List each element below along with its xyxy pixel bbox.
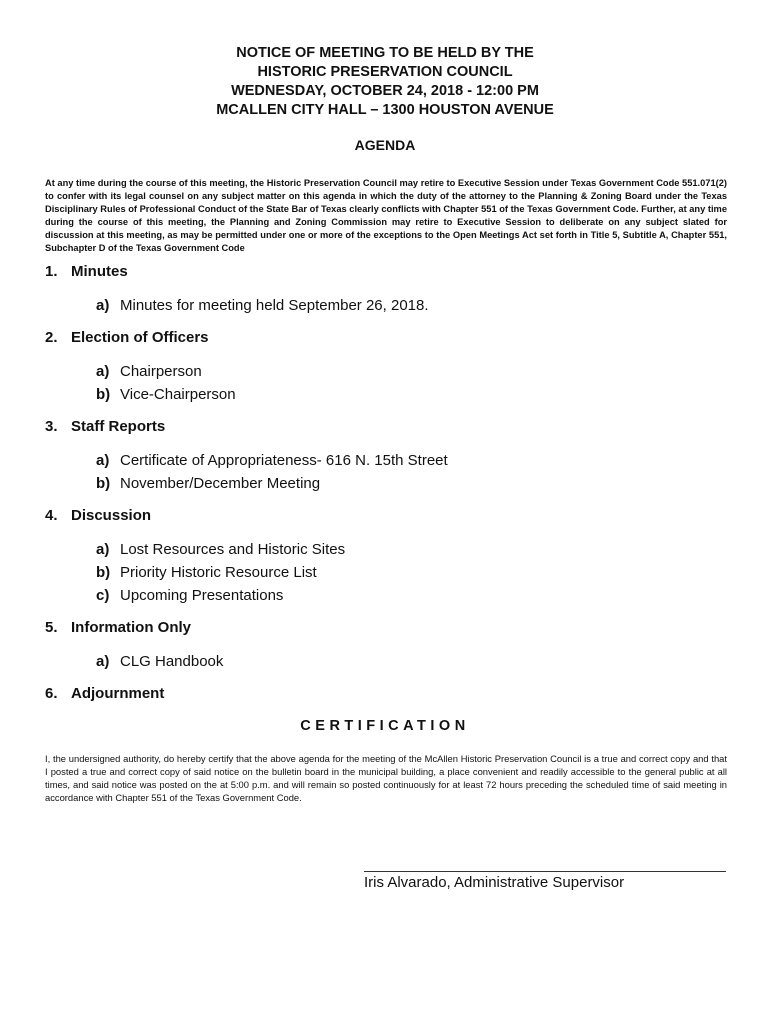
section-number: 3. — [45, 418, 58, 435]
list-item — [96, 584, 727, 607]
certification-body: I, the undersigned authority, do hereby certify that the above agenda for the meeting of the McAllen Historic Preservation Council is a true and correct copy and that I posted a true and correct copy of said notice on the bulletin board in the municipal building, a place convenient and readily accessible to the general public at all times, and said notice was posted on the at 5:00 p.m. and will remain so posted continuously for at least 72 hours preceding the scheduled time of said meeting in accordance with Chapter 551 of the Texas Government Code. — [45, 753, 727, 803]
item-letter: a) — [96, 297, 110, 314]
list-item — [96, 472, 727, 495]
agenda-section-minutes — [45, 262, 727, 317]
item-text: Minutes for meeting held September 26, 2018. — [120, 297, 429, 314]
agenda-list — [45, 262, 727, 716]
header-line-date: WEDNESDAY, OCTOBER 24, 2018 - 12:00 PM — [231, 83, 539, 99]
item-text: Lost Resources and Historic Sites — [120, 541, 346, 558]
section-title — [45, 684, 727, 704]
document-header — [0, 44, 770, 120]
list-item — [96, 561, 727, 584]
item-text: Vice-Chairperson — [120, 386, 236, 403]
header-line-location: MCALLEN CITY HALL – 1300 HOUSTON AVENUE — [216, 102, 554, 118]
section-number: 6. — [45, 685, 58, 702]
header-line-council: HISTORIC PRESERVATION COUNCIL — [257, 64, 513, 80]
list-item — [96, 294, 727, 317]
item-letter: a) — [96, 452, 110, 469]
item-text: November/December Meeting — [120, 475, 321, 492]
item-text: Priority Historic Resource List — [120, 564, 317, 581]
item-letter: a) — [96, 541, 110, 558]
item-letter: b) — [96, 475, 111, 492]
agenda-section-information-only — [45, 618, 727, 673]
section-number: 4. — [45, 507, 58, 524]
section-items — [96, 360, 727, 406]
list-item — [96, 360, 727, 383]
section-items — [96, 294, 727, 317]
item-letter: a) — [96, 363, 110, 380]
section-items — [96, 538, 727, 607]
item-text: Certificate of Appropriateness- 616 N. 15th Street — [120, 452, 448, 469]
section-title — [45, 618, 727, 638]
agenda-section-staff-reports — [45, 417, 727, 495]
section-number: 2. — [45, 329, 58, 346]
agenda-section-election — [45, 328, 727, 406]
item-text: CLG Handbook — [120, 653, 224, 670]
list-item — [96, 383, 727, 406]
section-title — [45, 262, 727, 282]
section-title — [45, 506, 727, 526]
list-item — [96, 449, 727, 472]
agenda-section-adjournment — [45, 684, 727, 704]
section-label: Election of Officers — [71, 329, 209, 346]
section-title — [45, 328, 727, 348]
item-letter: b) — [96, 564, 111, 581]
section-label: Staff Reports — [71, 418, 166, 435]
section-label: Adjournment — [71, 685, 165, 702]
executive-session-disclaimer: At any time during the course of this meeting, the Historic Preservation Council may retire to Executive Session under Texas Government Code 551.071(2) to confer with its legal counsel on any subject matter on this agenda in which the duty of the attorney to the Planning & Zoning Board under the Texas Disciplinary Rules of Professional Conduct of the State Bar of Texas clearly conflicts with Chapter 551 of the Texas Government Code. Further, at any time during the course of this meeting, the Planning and Zoning Commission may retire to Executive Session to deliberate on any subject slated for discussion at this meeting, as may be permitted under one or more of the exceptions to the Open Meetings Act set forth in Title 5, Subtitle A, Chapter 551, Subchapter D of the Texas Government Code — [45, 178, 727, 253]
list-item — [96, 650, 727, 673]
certification-heading: CERTIFICATION — [300, 718, 470, 734]
item-text: Chairperson — [120, 363, 202, 380]
agenda-heading: AGENDA — [354, 137, 416, 153]
signature-name: Iris Alvarado, Administrative Supervisor — [364, 874, 625, 891]
item-letter: c) — [96, 587, 110, 604]
section-label: Discussion — [71, 507, 152, 524]
section-number: 5. — [45, 619, 58, 636]
agenda-section-discussion — [45, 506, 727, 607]
signature-line — [364, 871, 726, 872]
section-title — [45, 417, 727, 437]
section-number: 1. — [45, 263, 58, 280]
section-label: Minutes — [71, 263, 128, 280]
list-item — [96, 538, 727, 561]
section-items — [96, 650, 727, 673]
header-line-notice: NOTICE OF MEETING TO BE HELD BY THE — [236, 45, 534, 61]
section-items — [96, 449, 727, 495]
section-label: Information Only — [71, 619, 191, 636]
item-letter: a) — [96, 653, 110, 670]
item-text: Upcoming Presentations — [120, 587, 284, 604]
item-letter: b) — [96, 386, 111, 403]
